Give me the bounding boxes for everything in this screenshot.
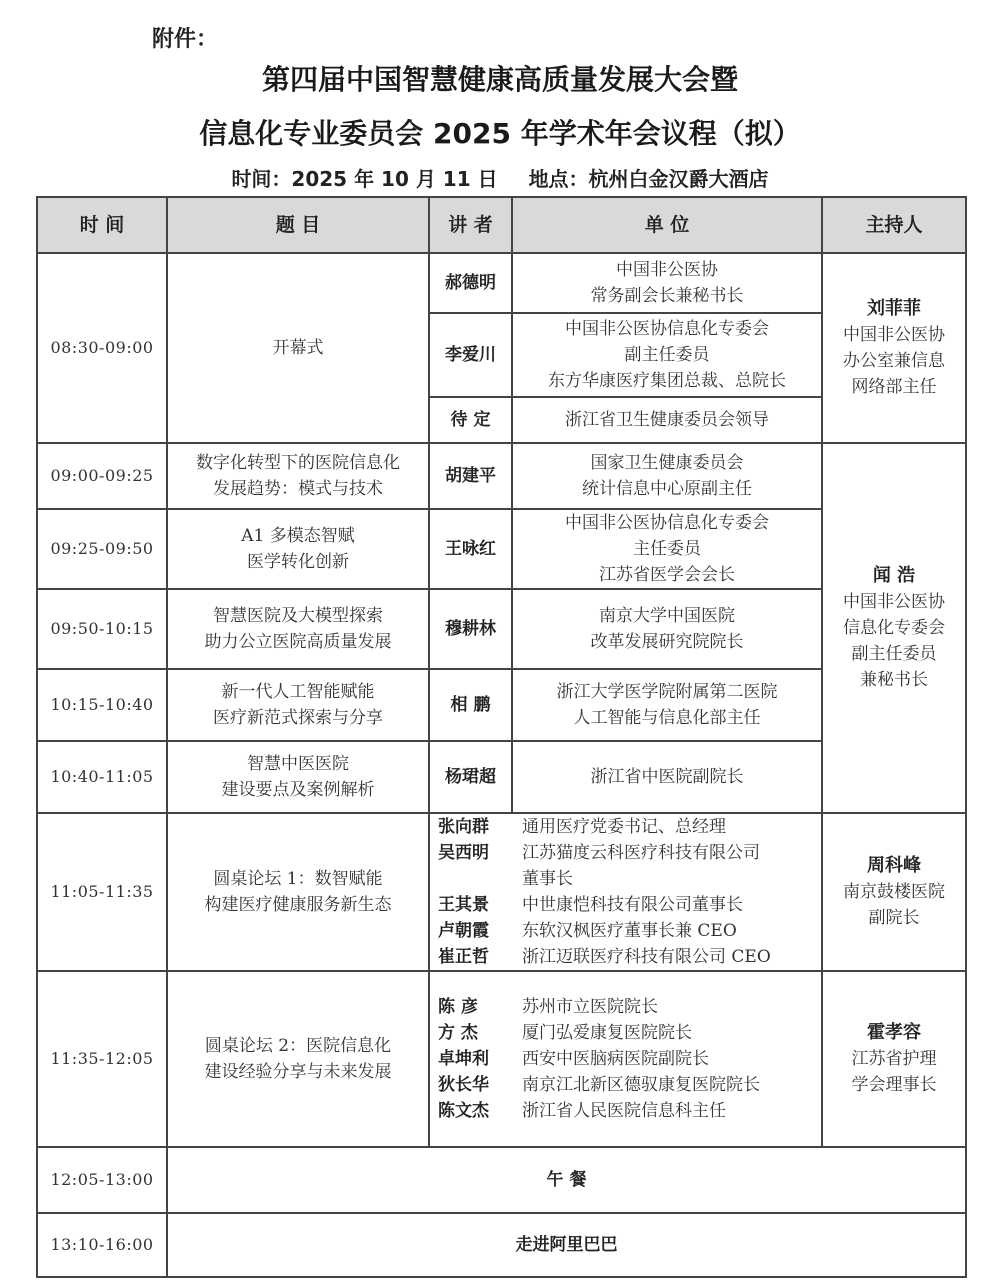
table-header-row <box>37 197 966 253</box>
panelist-org: 西安中医脑病医院副院长 <box>522 1049 709 1069</box>
session-time: 11:35-12:05 <box>37 971 167 1147</box>
speaker-name: 待 定 <box>429 397 512 443</box>
panel-list <box>429 813 822 971</box>
host-org-line: 信息化专委会 <box>843 618 945 638</box>
unit-line: 人工智能与信息化部主任 <box>573 708 761 728</box>
speaker-name: 穆耕林 <box>429 589 512 669</box>
panelist-org: 南京江北新区德驭康复医院院长 <box>522 1075 760 1095</box>
session-time: 13:10-16:00 <box>37 1213 167 1277</box>
unit-line: 主任委员 <box>633 539 701 559</box>
topic-line: 智慧中医医院 <box>247 754 349 774</box>
panelist-name: 陈 彦 <box>438 997 478 1017</box>
panelist-org: 通用医疗党委书记、总经理 <box>522 817 726 837</box>
panelist-org: 中世康恺科技有限公司董事长 <box>522 895 743 915</box>
host-org-line: 副院长 <box>868 908 920 928</box>
host-org-line: 办公室兼信息 <box>843 351 945 371</box>
header-host: 主持人 <box>822 197 966 253</box>
attachment-label: 附件： <box>152 27 219 52</box>
host-org-line: 副主任委员 <box>851 644 937 664</box>
unit-line: 江苏省医学会会长 <box>599 565 735 585</box>
panelist-org: 东软汉枫医疗董事长兼 CEO <box>522 921 737 941</box>
speaker-unit: 浙江省中医院副院长 <box>512 741 822 813</box>
page-title-line2: 信息化专业委员会 2025 年学术年会议程（拟） <box>199 117 801 150</box>
unit-line: 东方华康医疗集团总裁、总院长 <box>548 371 786 391</box>
panel-member <box>430 944 821 970</box>
panel-member <box>430 892 821 918</box>
panelist-org: 苏州市立医院院长 <box>522 997 658 1017</box>
panelist-name: 陈文杰 <box>438 1101 489 1121</box>
header-unit: 单 位 <box>512 197 822 253</box>
panelist-org: 董事长 <box>522 869 573 889</box>
speaker-unit: 浙江省卫生健康委员会领导 <box>512 397 822 443</box>
speaker-unit <box>512 509 822 589</box>
panelist-name: 卢朝霞 <box>438 921 489 941</box>
header-time: 时 间 <box>37 197 167 253</box>
panel-member <box>430 814 821 840</box>
session-host <box>822 443 966 813</box>
unit-line: 南京大学中国医院 <box>599 606 735 626</box>
topic-line: 数字化转型下的医院信息化 <box>196 453 400 473</box>
panelist-name: 狄长华 <box>438 1075 489 1095</box>
host-name: 霍孝容 <box>867 1022 921 1043</box>
speaker-name: 王咏红 <box>429 509 512 589</box>
topic-line: 圆桌论坛 1：数智赋能 <box>213 869 383 889</box>
host-org-line: 南京鼓楼医院 <box>843 882 945 902</box>
panel-list <box>429 971 822 1147</box>
session-topic <box>167 741 429 813</box>
speaker-unit <box>512 443 822 509</box>
session-host <box>822 971 966 1147</box>
topic-line: 智慧医院及大模型探索 <box>213 606 383 626</box>
panelist-org: 浙江省人民医院信息科主任 <box>522 1101 726 1121</box>
unit-line: 国家卫生健康委员会 <box>590 453 744 473</box>
table-row <box>37 443 966 509</box>
speaker-name: 杨珺超 <box>429 741 512 813</box>
panel-member <box>430 918 821 944</box>
table-row <box>37 971 966 1147</box>
topic-line: 建设要点及案例解析 <box>221 780 375 800</box>
unit-line: 中国非公医协 <box>616 260 718 280</box>
session-topic: 开幕式 <box>167 253 429 443</box>
topic-line: 构建医疗健康服务新生态 <box>204 895 392 915</box>
host-org-line: 学会理事长 <box>851 1075 937 1095</box>
host-org-line: 中国非公医协 <box>843 325 945 345</box>
session-time: 11:05-11:35 <box>37 813 167 971</box>
unit-line: 常务副会长兼秘书长 <box>590 286 744 306</box>
panel-member <box>430 840 821 866</box>
lunch-label: 午 餐 <box>167 1147 966 1213</box>
host-org-line: 江苏省护理 <box>851 1049 937 1069</box>
speaker-name: 郝德明 <box>429 253 512 313</box>
table-row <box>37 253 966 313</box>
header-speaker: 讲 者 <box>429 197 512 253</box>
host-name: 闻 浩 <box>872 565 916 586</box>
session-time: 09:25-09:50 <box>37 509 167 589</box>
panelist-org: 江苏猫度云科医疗科技有限公司 <box>522 843 760 863</box>
panel-member <box>430 1020 821 1046</box>
table-row <box>37 1213 966 1277</box>
table-row <box>37 1147 966 1213</box>
event-location: 地点：杭州白金汉爵大酒店 <box>528 167 769 191</box>
agenda-table <box>36 196 967 1278</box>
speaker-name: 相 鹏 <box>429 669 512 741</box>
session-topic <box>167 443 429 509</box>
topic-line: 助力公立医院高质量发展 <box>204 632 392 652</box>
unit-line: 统计信息中心原副主任 <box>582 479 752 499</box>
panel-member <box>430 1098 821 1124</box>
panel-member <box>430 1046 821 1072</box>
panelist-name: 王其景 <box>438 895 489 915</box>
panelist-name: 崔正哲 <box>438 947 489 967</box>
speaker-name: 李爱川 <box>429 313 512 397</box>
speaker-name: 胡建平 <box>429 443 512 509</box>
session-topic <box>167 669 429 741</box>
speaker-unit <box>512 253 822 313</box>
header-topic: 题 目 <box>167 197 429 253</box>
table-row <box>37 813 966 971</box>
host-org-line: 中国非公医协 <box>843 592 945 612</box>
session-host <box>822 253 966 443</box>
panelist-org: 厦门弘爱康复医院院长 <box>522 1023 692 1043</box>
unit-line: 中国非公医协信息化专委会 <box>565 513 769 533</box>
speaker-unit <box>512 589 822 669</box>
session-time: 12:05-13:00 <box>37 1147 167 1213</box>
topic-line: A1 多模态智赋 <box>241 526 355 546</box>
host-org-line: 网络部主任 <box>851 377 937 397</box>
session-host <box>822 813 966 971</box>
session-time: 08:30-09:00 <box>37 253 167 443</box>
session-time: 10:15-10:40 <box>37 669 167 741</box>
session-topic <box>167 971 429 1147</box>
topic-line: 圆桌论坛 2：医院信息化 <box>204 1036 392 1056</box>
topic-line: 医疗新范式探索与分享 <box>213 708 383 728</box>
panelist-name: 方 杰 <box>438 1023 478 1043</box>
speaker-unit <box>512 669 822 741</box>
panelist-name: 卓坤利 <box>438 1049 489 1069</box>
topic-line: 建设经验分享与未来发展 <box>204 1062 392 1082</box>
host-org-line: 兼秘书长 <box>860 670 928 690</box>
panel-member <box>430 994 821 1020</box>
time-location-line <box>0 163 1000 192</box>
session-time: 09:00-09:25 <box>37 443 167 509</box>
speaker-unit <box>512 313 822 397</box>
panelist-name: 吴西明 <box>438 843 489 863</box>
event-time: 时间：2025 年 10 月 11 日 <box>231 167 498 191</box>
page-title-line1: 第四届中国智慧健康高质量发展大会暨 <box>261 63 738 96</box>
session-topic <box>167 813 429 971</box>
session-time: 10:40-11:05 <box>37 741 167 813</box>
unit-line: 浙江大学医学院附属第二医院 <box>556 682 778 702</box>
host-name: 刘菲菲 <box>867 298 921 319</box>
panelist-name <box>430 866 518 892</box>
panelist-org: 浙江迈联医疗科技有限公司 CEO <box>522 947 771 967</box>
topic-line: 医学转化创新 <box>247 552 349 572</box>
session-topic <box>167 509 429 589</box>
topic-line: 发展趋势：模式与技术 <box>213 479 383 499</box>
session-time: 09:50-10:15 <box>37 589 167 669</box>
unit-line: 改革发展研究院院长 <box>590 632 744 652</box>
panelist-name: 张向群 <box>438 817 489 837</box>
session-topic <box>167 589 429 669</box>
panel-member <box>430 866 821 892</box>
host-name: 周科峰 <box>867 855 921 876</box>
topic-line: 新一代人工智能赋能 <box>221 682 375 702</box>
unit-line: 副主任委员 <box>624 345 710 365</box>
visit-label: 走进阿里巴巴 <box>167 1213 966 1277</box>
panel-member <box>430 1072 821 1098</box>
unit-line: 中国非公医协信息化专委会 <box>565 319 769 339</box>
